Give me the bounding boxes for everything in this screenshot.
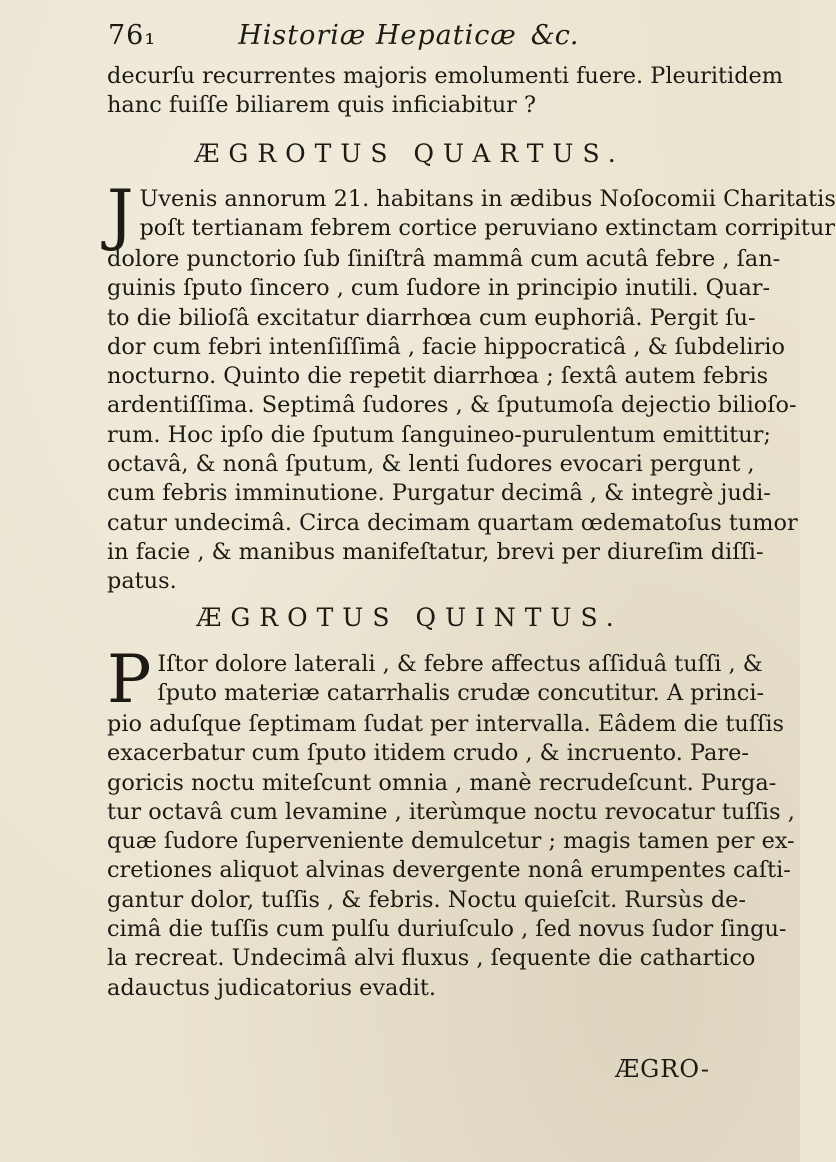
text-line: dolore punctorio ſub ſiniſtrâ mammâ cum acutâ febre , ſan- — [107, 246, 781, 272]
text-line: nocturno. Quinto die repetit diarrhœa ; ſextâ autem febris — [107, 363, 769, 390]
text-line: catur undecimâ. Circa decimam quartam œdematoſus tumor — [107, 509, 798, 536]
text-line: gantur dolor, tuſſis , & febris. Noctu quieſcit. Rursùs de- — [107, 886, 746, 913]
text-line: in facie , & manibus manifeſtatur, brevi per diureſim diſſi- — [107, 538, 764, 565]
text-line: Uvenis annorum 21. habitans in ædibus Noſocomii Charitatis — [139, 186, 836, 212]
text-line: hanc fuiſſe biliarem quis inficiabitur ? — [107, 92, 536, 119]
text-line: dor cum febri intenſiſſimâ , facie hippocraticâ , & ſubdelirio — [107, 333, 785, 360]
text-line: poſt tertianam febrem cortice peruviano extinctam corripitur — [139, 215, 836, 242]
catchword: ÆGRO- — [615, 1055, 710, 1083]
section-heading-quintus: ÆGROTUS QUINTUS. — [196, 603, 623, 632]
running-title-etc: &c. — [530, 20, 579, 51]
text-line: ardentiſſima. Septimâ ſudores , & ſputumoſa dejectio bilioſo- — [107, 392, 797, 419]
text-line: patus. — [107, 568, 177, 595]
paragraph-quartus — [107, 176, 836, 597]
text-line: quæ ſudore ſuperveniente demulcetur ; magis tamen per ex- — [107, 828, 795, 855]
text-line: adauctus judicatorius evadit. — [107, 974, 436, 1001]
text-line: cimâ die tuſſis cum pulſu duriuſculo , ſed novus ſudor ſingu- — [107, 916, 787, 943]
drop-cap: J — [107, 176, 134, 253]
text-line: to die bilioſâ excitatur diarrhœa cum euphoriâ. Pergit ſu- — [107, 304, 756, 331]
text-line: guinis ſputo ſincero , cum ſudore in principio inutili. Quar- — [107, 275, 771, 302]
drop-cap: P — [107, 641, 152, 718]
text-line: ſputo materiæ catarrhalis crudæ concutitur. A princi- — [157, 680, 765, 707]
text-line: rum. Hoc ipſo die ſputum ſanguineo-purulentum emittitur; — [107, 421, 771, 448]
paragraph-quintus — [107, 641, 795, 1003]
running-title: Historiæ Hepaticæ — [238, 20, 517, 51]
text-line: pio aduſque ſeptimam ſudat per intervalla. Eâdem die tuſſis — [107, 711, 785, 737]
text-line: goricis noctu miteſcunt omnia , manè recrudeſcunt. Purga- — [107, 769, 777, 796]
section-heading-quartus: ÆGROTUS QUARTUS. — [194, 139, 625, 168]
text-line: octavâ, & nonâ ſputum, & lenti ſudores evocari pergunt , — [107, 451, 755, 478]
text-line: la recreat. Undecimâ alvi fluxus , ſequente die cathartico — [107, 945, 756, 972]
running-head — [108, 20, 708, 52]
text-line: cum febris imminutione. Purgatur decimâ , & integrè judi- — [107, 480, 771, 507]
text-line: tur octavâ cum levamine , iterùmque noctu revocatur tuſſis , — [107, 798, 795, 825]
text-line: decurſu recurrentes majoris emolumenti fuere. Pleuritidem — [107, 63, 784, 89]
text-line: cretiones aliquot alvinas devergente nonâ erumpentes caſti- — [107, 857, 791, 884]
page-number: 76₁ — [108, 20, 157, 51]
text-line: Iſtor dolore laterali , & febre affectus aſſiduâ tuſſi , & — [157, 651, 763, 677]
intro-paragraph — [107, 62, 784, 121]
text-line: exacerbatur cum ſputo itidem crudo , & incruento. Pare- — [107, 740, 749, 767]
